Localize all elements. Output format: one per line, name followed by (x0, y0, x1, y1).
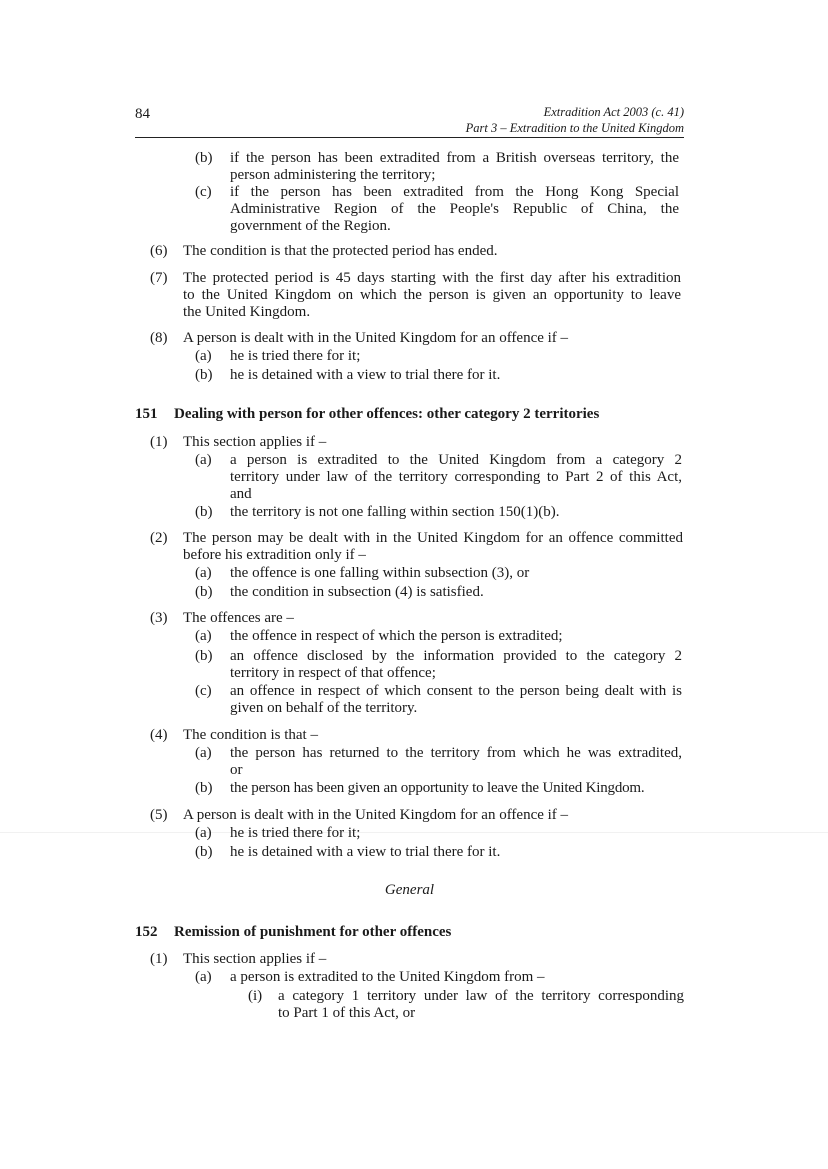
para-line: an offence in respect of which consent to the person being dealt with is (230, 683, 682, 699)
para-line: the condition in subsection (4) is satisfied. (230, 584, 484, 600)
para-line: the person has been given an opportunity to leave the United Kingdom. (230, 780, 645, 796)
section-number: 152 (135, 924, 158, 940)
para-number: (a) (195, 825, 212, 841)
para-line: the person has returned to the territory from which he was extradited, (230, 745, 682, 761)
para-number: (a) (195, 452, 212, 468)
para-line: he is tried there for it; (230, 348, 361, 364)
subsection-line: The offences are – (183, 610, 294, 626)
para-line: he is detained with a view to trial there for it. (230, 844, 501, 860)
para-line: given on behalf of the territory. (230, 700, 418, 716)
para-line: person administering the territory; (230, 167, 436, 183)
para-line: the offence in respect of which the person is extradited; (230, 628, 563, 644)
subsection-number: (8) (150, 330, 168, 346)
subsection-line: The condition is that the protected period has ended. (183, 243, 498, 259)
para-number: (a) (195, 745, 212, 761)
para-line: Administrative Region of the People's Republic of China, the (230, 201, 679, 217)
para-line: government of the Region. (230, 218, 391, 234)
para-line: the offence is one falling within subsection (3), or (230, 565, 530, 581)
para-line: territory in respect of that offence; (230, 665, 436, 681)
para-number: (b) (195, 780, 213, 796)
para-number: (a) (195, 348, 212, 364)
subsection-number: (4) (150, 727, 168, 743)
para-line: territory under law of the territory corresponding to Part 2 of this Act, (230, 469, 682, 485)
para-number: (c) (195, 683, 212, 699)
para-line: an offence disclosed by the information provided to the category 2 (230, 648, 682, 664)
para-line: if the person has been extradited from the Hong Kong Special (230, 184, 679, 200)
subsection-line: before his extradition only if – (183, 547, 366, 563)
cross-heading: General (384, 882, 435, 898)
para-number: (b) (195, 844, 213, 860)
para-number: (b) (195, 504, 213, 520)
para-line: if the person has been extradited from a British overseas territory, the (230, 150, 679, 166)
para-number: (b) (195, 150, 213, 166)
subsection-number: (7) (150, 270, 168, 286)
para-line: and (230, 486, 252, 502)
subpara-line: to Part 1 of this Act, or (278, 1005, 416, 1021)
para-number: (a) (195, 628, 212, 644)
subsection-line: The condition is that – (183, 727, 318, 743)
subsection-line: A person is dealt with in the United Kingdom for an offence if – (183, 807, 569, 823)
subsection-number: (3) (150, 610, 168, 626)
para-line: or (230, 762, 243, 778)
subsection-line: This section applies if – (183, 951, 327, 967)
para-number: (a) (195, 565, 212, 581)
subsection-number: (2) (150, 530, 168, 546)
section-number: 151 (135, 406, 158, 422)
para-number: (b) (195, 648, 213, 664)
subsection-line: This section applies if – (183, 434, 327, 450)
para-line: he is tried there for it; (230, 825, 361, 841)
para-line: the territory is not one falling within section 150(1)(b). (230, 504, 560, 520)
para-line: a person is extradited to the United Kingdom from a category 2 (230, 452, 682, 468)
para-line: a person is extradited to the United Kingdom from – (230, 969, 545, 985)
subsection-line: The protected period is 45 days starting with the first day after his extradition (183, 270, 681, 286)
subsection-number: (1) (150, 434, 168, 450)
section-title: Remission of punishment for other offences (174, 924, 452, 940)
subpara-number: (i) (248, 988, 263, 1004)
para-line: he is detained with a view to trial there for it. (230, 367, 501, 383)
subsection-line: the United Kingdom. (183, 304, 311, 320)
header-rule (135, 137, 684, 138)
subsection-line: to the United Kingdom on which the person is given an opportunity to leave (183, 287, 681, 303)
section-title: Dealing with person for other offences: other category 2 territories (174, 406, 600, 422)
running-head (466, 104, 684, 136)
para-number: (c) (195, 184, 212, 200)
subsection-line: A person is dealt with in the United Kingdom for an offence if – (183, 330, 569, 346)
subsection-line: The person may be dealt with in the United Kingdom for an offence committed (183, 530, 683, 546)
part-title: Part 3 – Extradition to the United Kingdom (465, 121, 684, 135)
para-number: (a) (195, 969, 212, 985)
subsection-number: (5) (150, 807, 168, 823)
act-title: Extradition Act 2003 (c. 41) (543, 105, 684, 119)
page-number: 84 (135, 106, 150, 122)
subsection-number: (6) (150, 243, 168, 259)
subpara-line: a category 1 territory under law of the territory corresponding (278, 988, 684, 1004)
para-number: (b) (195, 367, 213, 383)
subsection-number: (1) (150, 951, 168, 967)
para-number: (b) (195, 584, 213, 600)
